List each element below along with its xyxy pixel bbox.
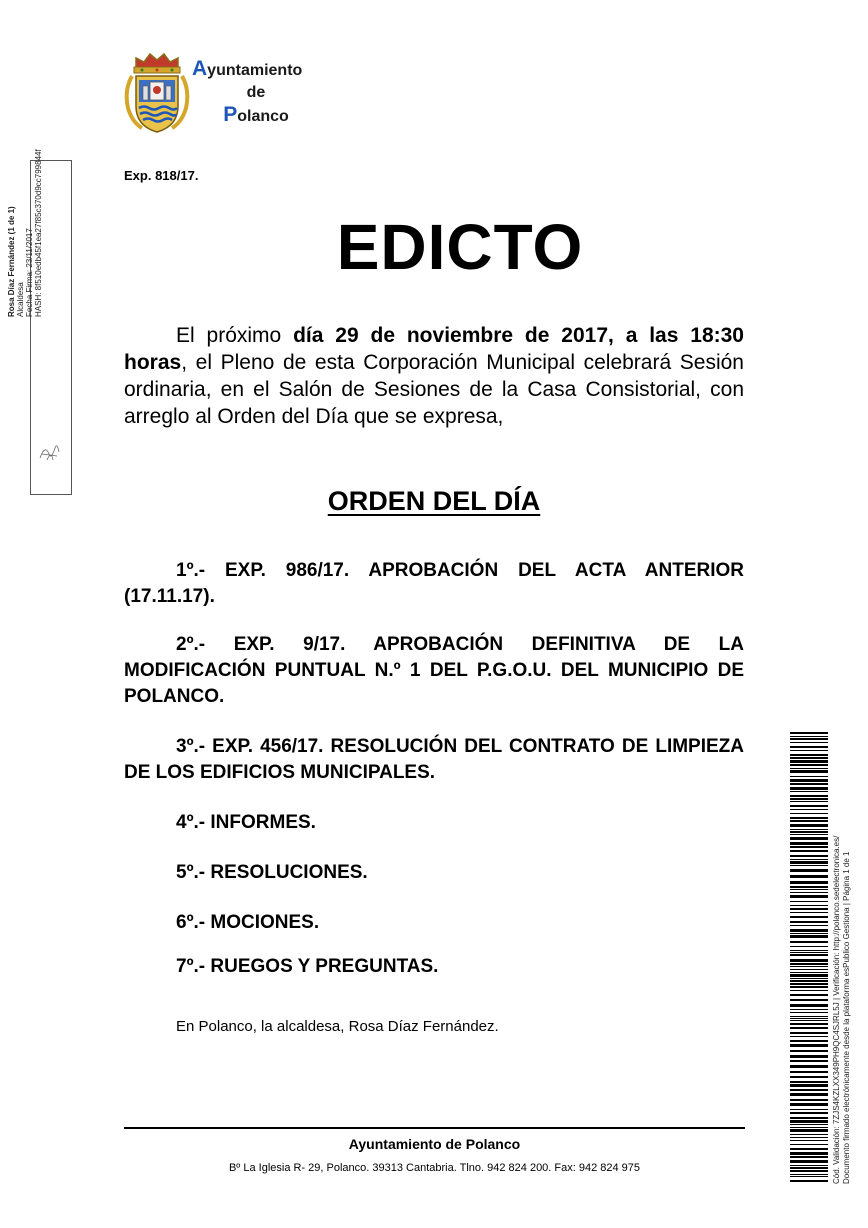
- barcode-bar: [790, 805, 828, 807]
- barcode-bar: [790, 941, 828, 943]
- logo-cap-a: A: [192, 57, 208, 80]
- agenda-item-text: 4º.- INFORMES.: [176, 812, 316, 833]
- barcode-bar: [790, 1044, 828, 1047]
- barcode-bar: [790, 801, 828, 802]
- barcode-bar: [790, 978, 828, 979]
- barcode-bar: [790, 1117, 828, 1119]
- barcode-bar: [790, 1127, 828, 1128]
- barcode-bar: [790, 1018, 828, 1019]
- intro-paragraph: [124, 322, 744, 430]
- barcode-bar: [790, 1065, 828, 1068]
- logo-line2: de: [246, 84, 266, 101]
- barcode-bar: [790, 889, 828, 890]
- barcode-bar: [790, 1109, 828, 1110]
- barcode-bar: [790, 1152, 828, 1155]
- barcode-bar: [790, 1023, 828, 1025]
- barcode-bar: [790, 1099, 828, 1101]
- barcode-bar: [790, 954, 828, 956]
- barcode-bar: [790, 952, 828, 953]
- barcode-bar: [790, 901, 828, 902]
- barcode-bar: [790, 850, 828, 852]
- verification-barcode: [790, 732, 828, 1184]
- barcode-bar: [790, 886, 828, 888]
- barcode-bar: [790, 892, 828, 893]
- barcode-bar: [790, 1156, 828, 1158]
- coat-of-arms-icon: [122, 50, 192, 136]
- barcode-bar: [790, 963, 828, 965]
- barcode-bar: [790, 1134, 828, 1135]
- barcode-bar: [790, 966, 828, 967]
- barcode-bar: [790, 1144, 828, 1145]
- barcode-bar: [790, 732, 828, 734]
- barcode-bar: [790, 855, 828, 857]
- logo-wordmark: [190, 58, 322, 128]
- barcode-bar: [790, 1009, 828, 1010]
- barcode-bar: [790, 925, 828, 926]
- barcode-bar: [790, 791, 828, 792]
- barcode-bar: [790, 1112, 828, 1114]
- barcode-bar: [790, 933, 828, 934]
- barcode-bar: [790, 1093, 828, 1096]
- barcode-bar: [790, 994, 828, 996]
- barcode-bar: [790, 834, 828, 835]
- agenda-item-text: 2º.- EXP. 9/17. APROBACIÓN DEFINITIVA DE LA MODIFICACIÓN PUNTUAL N.º 1 DEL P.G.O.U. DEL MUNICIPIO DE POLANCO.: [124, 634, 744, 707]
- barcode-bar: [790, 935, 828, 938]
- barcode-bar: [790, 1084, 828, 1087]
- barcode-bar: [790, 820, 828, 822]
- footer-divider: [124, 1127, 745, 1129]
- agenda-item-1: [124, 558, 744, 610]
- agenda-item-2: [124, 632, 744, 710]
- agenda-item-5: [124, 860, 744, 886]
- agenda-item-4: [124, 810, 744, 836]
- document-title: EDICTO: [336, 211, 584, 283]
- barcode-bar: [790, 738, 828, 740]
- barcode-bar: [790, 908, 828, 910]
- intro-text-1: El próximo: [176, 324, 294, 347]
- signer-name: Rosa Díaz Fernández (1 de 1): [7, 206, 16, 317]
- barcode-bar: [790, 1012, 828, 1013]
- barcode-bar: [790, 1081, 828, 1083]
- barcode-bar: [790, 1027, 828, 1029]
- signoff-line: En Polanco, la alcaldesa, Rosa Díaz Fernández.: [176, 1018, 499, 1035]
- barcode-bar: [790, 1020, 828, 1021]
- barcode-bar: [790, 813, 828, 814]
- logo-line3: olanco: [237, 108, 289, 125]
- verification-platform-line: Documento firmado electrónicamente desde la plataforma esPublico Gestiona | Página 1 de 1: [842, 851, 851, 1184]
- agenda-item-3: [124, 734, 744, 786]
- agenda-item-6: [124, 910, 744, 936]
- barcode-bar: [790, 1140, 828, 1141]
- barcode-bar: [790, 809, 828, 810]
- barcode-bar: [790, 974, 828, 977]
- agenda-item-text: 3º.- EXP. 456/17. RESOLUCIÓN DEL CONTRATO DE LIMPIEZA DE LOS EDIFICIOS MUNICIPALES.: [124, 736, 744, 783]
- barcode-bar: [790, 972, 828, 973]
- barcode-bar: [790, 969, 828, 970]
- barcode-bar: [790, 1174, 828, 1175]
- barcode-bar: [790, 787, 828, 790]
- barcode-bar: [790, 986, 828, 988]
- barcode-bar: [790, 1040, 828, 1042]
- barcode-bar: [790, 783, 828, 785]
- barcode-bar: [790, 980, 828, 982]
- barcode-bar: [790, 1055, 828, 1058]
- agenda-item-text: 5º.- RESOLUCIONES.: [176, 862, 368, 883]
- verification-code-line: Cód. Validación: 7ZJS4KZLXX349PH9QC4SJRL5J | Verificación: http://polanco.sedelectronica.es/: [832, 835, 841, 1184]
- barcode-bar: [790, 1076, 828, 1078]
- barcode-bar: [790, 824, 828, 827]
- barcode-bar: [790, 831, 828, 833]
- agenda-title: [124, 486, 744, 517]
- barcode-bar: [790, 912, 828, 913]
- barcode-bar: [790, 959, 828, 962]
- logo-line1: yuntamiento: [207, 62, 303, 79]
- barcode-bar: [790, 768, 828, 769]
- agenda-item-text: 1º.- EXP. 986/17. APROBACIÓN DEL ACTA ANTERIOR (17.11.17).: [124, 560, 744, 607]
- logo-cap-p: P: [223, 103, 238, 126]
- barcode-bar: [790, 846, 828, 848]
- barcode-bar: [790, 1124, 828, 1125]
- handwritten-signature-icon: [37, 440, 63, 464]
- barcode-bar: [790, 990, 828, 991]
- barcode-bar: [790, 865, 828, 866]
- barcode-bar: [790, 776, 828, 777]
- barcode-bar: [790, 746, 828, 748]
- barcode-bar: [790, 1165, 828, 1166]
- agenda-item-text: 6º.- MOCIONES.: [176, 912, 320, 933]
- barcode-bar: [790, 757, 828, 759]
- barcode-bar: [790, 1167, 828, 1169]
- barcode-bar: [790, 754, 828, 756]
- agenda-title-text: ORDEN DEL DÍA: [327, 486, 541, 516]
- intro-text-2: , el Pleno de esta Corporación Municipal celebrará Sesión ordinaria, en el Salón de Sesiones de la Casa Consistorial, con arreglo al Orden del Día que se expresa,: [124, 351, 744, 428]
- municipal-logo: [122, 50, 322, 136]
- signature-hash: HASH: 8f510edb45f1ea27f85c370d9cc799844f: [34, 149, 43, 317]
- barcode-bar: [790, 750, 828, 751]
- barcode-bar: [790, 875, 828, 878]
- barcode-bar: [790, 1129, 828, 1132]
- barcode-bar: [790, 861, 828, 864]
- barcode-bar: [790, 736, 828, 737]
- barcode-bar: [790, 881, 828, 884]
- expedient-reference: Exp. 818/17.: [124, 168, 199, 183]
- barcode-bar: [790, 1170, 828, 1172]
- footer-address: Bº La Iglesia R- 29, Polanco. 39313 Cantabria. Tlno. 942 824 200. Fax: 942 824 975: [228, 1162, 641, 1174]
- barcode-bar: [790, 1004, 828, 1007]
- barcode-bar: [790, 1032, 828, 1034]
- barcode-bar: [790, 842, 828, 845]
- barcode-bar: [790, 946, 828, 947]
- barcode-bar: [790, 1060, 828, 1062]
- barcode-bar: [790, 999, 828, 1001]
- barcode-bar: [790, 760, 828, 763]
- intro-date-time: día 29 de noviembre de 2017, a las 18:30 horas: [124, 324, 744, 374]
- barcode-bar: [790, 921, 828, 923]
- barcode-bar: [790, 798, 828, 800]
- barcode-bar: [790, 779, 828, 782]
- barcode-bar: [790, 1176, 828, 1177]
- barcode-bar: [790, 1071, 828, 1073]
- barcode-bar: [790, 795, 828, 797]
- barcode-bar: [790, 1120, 828, 1123]
- barcode-bar: [790, 929, 828, 932]
- barcode-bar: [790, 742, 828, 743]
- barcode-bar: [790, 983, 828, 985]
- barcode-bar: [790, 829, 828, 830]
- barcode-bar: [790, 837, 828, 840]
- footer-organization: Ayuntamiento de Polanco: [348, 1136, 521, 1152]
- signature-date: Fecha Firma: 23/11/2017: [25, 228, 34, 317]
- barcode-bar: [790, 1089, 828, 1091]
- barcode-bar: [790, 817, 828, 819]
- barcode-bar: [790, 916, 828, 918]
- barcode-bar: [790, 770, 828, 773]
- barcode-bar: [790, 1180, 828, 1182]
- barcode-bar: [790, 1016, 828, 1017]
- barcode-bar: [790, 1160, 828, 1163]
- barcode-bar: [790, 1148, 828, 1150]
- barcode-bar: [790, 950, 828, 951]
- signer-role: Alcaldesa: [16, 282, 25, 317]
- barcode-bar: [790, 764, 828, 766]
- agenda-item-7: [124, 954, 744, 980]
- barcode-bar: [790, 859, 828, 860]
- barcode-bar: [790, 895, 828, 898]
- agenda-item-text: 7º.- RUEGOS Y PREGUNTAS.: [176, 956, 439, 977]
- barcode-bar: [790, 1036, 828, 1037]
- barcode-bar: [790, 905, 828, 906]
- barcode-bar: [790, 1137, 828, 1138]
- barcode-bar: [790, 1103, 828, 1106]
- barcode-bar: [790, 1050, 828, 1052]
- barcode-bar: [790, 869, 828, 872]
